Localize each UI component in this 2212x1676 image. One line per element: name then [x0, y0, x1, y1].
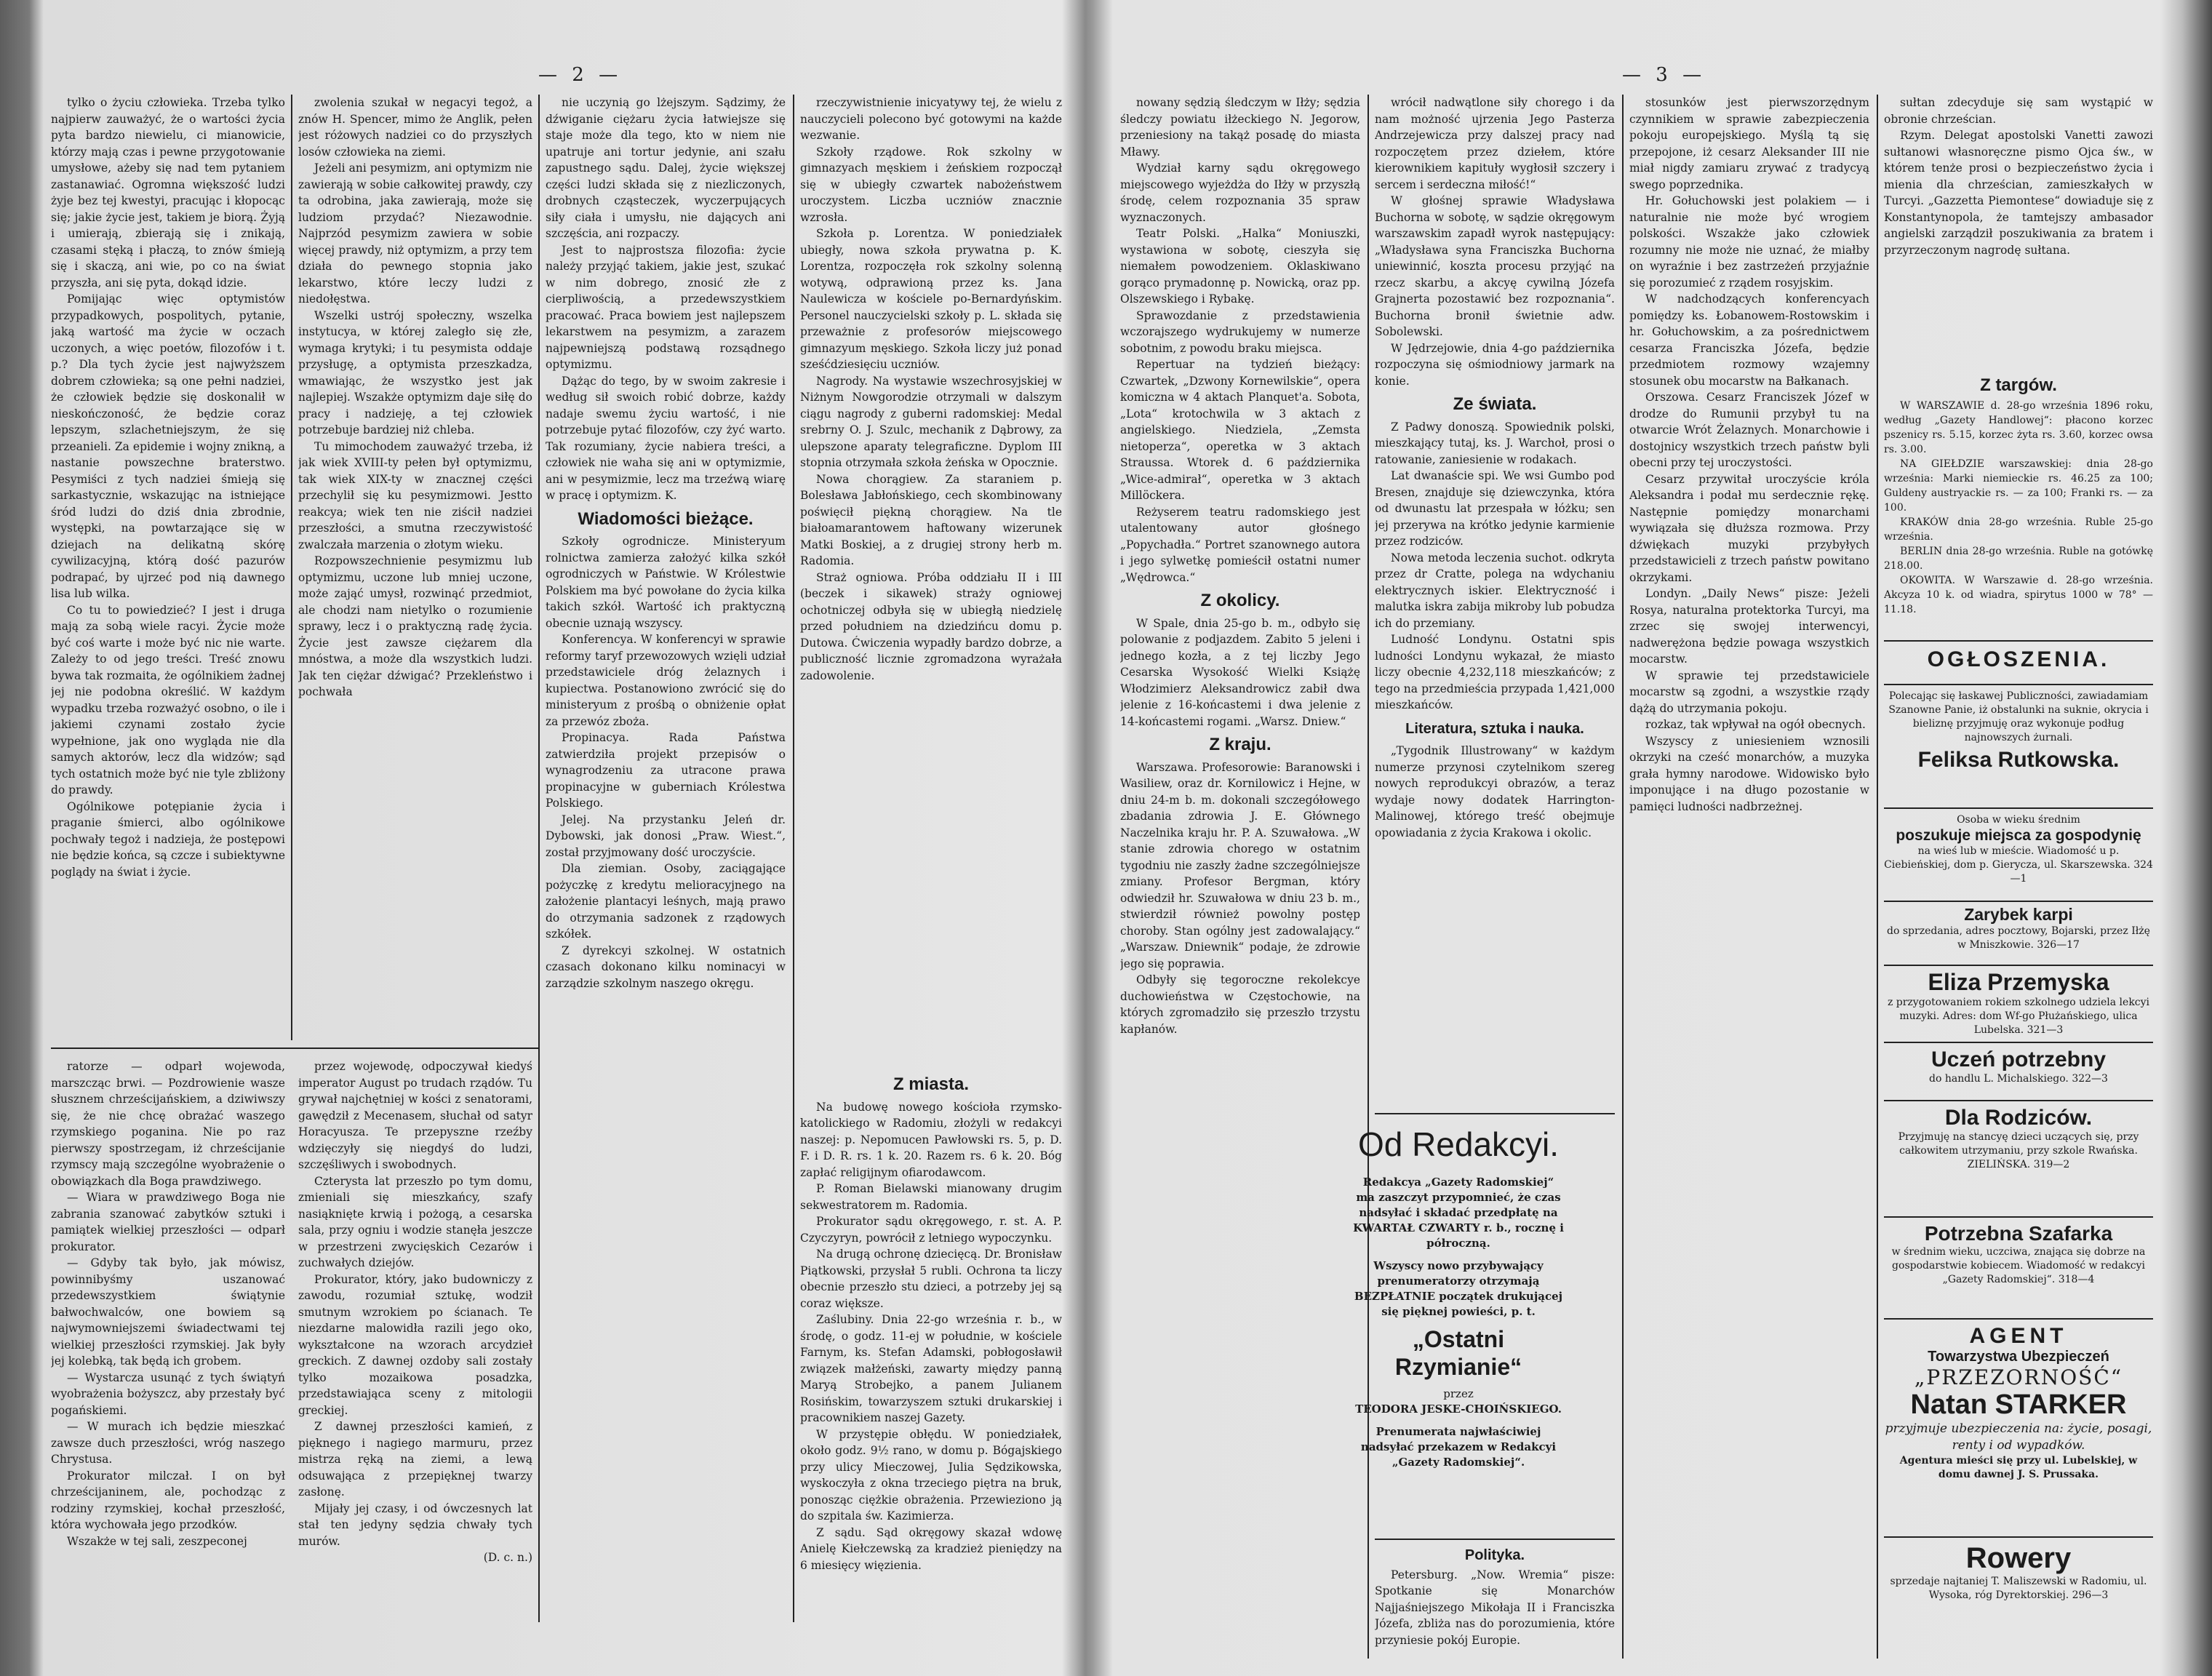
ads-rule — [1884, 684, 2153, 685]
ad-housekeeper — [1884, 813, 2153, 899]
paragraph: Ogólnikowe potępianie życia i praganie śmierci, albo ogólnikowe pochwały tegoż i nadzieja, że postępowi nie będzie końca, są czcze i subiektywne poglądy na świat i życie. — [51, 799, 285, 879]
news-item: Jelej. Na przystanku Jeleń dr. Dybowski, jak donosi „Praw. Wiest.“, został przyjmowany dość uroczyście. — [546, 813, 786, 859]
section-heading-region: Z okolicy. — [1200, 591, 1280, 610]
page-right — [1113, 0, 2160, 1676]
paragraph: Prokurator, który, jako budowniczy z zawodu, rozumiał sztukę, wodził smutnym wzrokiem po ścianach. Te niezdarne malowidła razili jego oko, wykształcone na wzorach arcydzieł greckich. Z dawnej ozdoby sali zostały tylko mozaikowa posadzka, przedstawiająca sceny z mitologii greckiej. — [298, 1272, 532, 1417]
notice-text: Prenumerata najwłaściwiej nadsyłać przekazem w Redakcyi „Gazety Radomskiej“. — [1360, 1425, 1557, 1469]
notice-by: przez — [1443, 1387, 1474, 1400]
news-item: Na budowę nowego kościoła rzymsko-katolickiego w Radomiu, złożyli w redakcyi naszej: p. Nepomucen Pawłowski rs. 5, p. D. F. i D. R. rs. 1 k. 20. Razem rs. 6 k. 20. Bóg zapłać religijnym ofiarodawcom. — [800, 1100, 1062, 1179]
market-item: OKOWITA. W Warszawie d. 28-go września. Akcyza 10 k. od wiadra, spirytus 1000 w 78° — 11.18. — [1884, 575, 2153, 615]
paragraph: Dążąc do tego, by w swoim zakresie i według sił swoich robić dobrze, każdy nadaje swemu życiu wartość, i nie potrzebuje pytać filozofów, czy żyć warto. Tak rozumiany, życie nabiera treści, a człowiek nie waha się ani w optymizmie, ani w pesymizmie, lecz ma trzeźwą wiarę w pracę i optymizm. K. — [546, 374, 786, 502]
paragraph: Londyn. „Daily News“ pisze: Jeżeli Rosya, naturalna protektorka Turcyi, ma zrzec się swojej interwencyi, nadwerężona będzie powaga wszystkich mocarstw. — [1629, 587, 1869, 666]
editorial-notice — [1353, 1124, 1564, 1531]
ad-name: Eliza Przemyska — [1928, 969, 2109, 995]
article-column-3 — [546, 95, 786, 1113]
news-item: W Spale, dnia 25-go b. m., odbyło się polowanie z podjazdem. Zabito 5 jeleni i jednego kozła, a z tej liczby Jego Cesarska Wysokość Wielki Książę Włodzimierz Aleksandrowicz zabił dwa jelenie z 16-końcastemi i dwa jelenie z 14-końcastemi rogami. „Warsz. Dniew.“ — [1120, 616, 1360, 728]
news-item: Z sądu. Sąd okręgowy skazał wdowę Anielę Kiełczewską za kradzież pieniędzy na 6 miesięcy więzienia. — [800, 1525, 1062, 1572]
paragraph: nowany sędzią śledczym w Iłży; sędzia śledczy powiatu iłżeckiego N. Jegorow, przeniesiony na takąż posadę do miasta Mławy. — [1120, 96, 1360, 159]
paragraph: Rzym. Delegat apostolski Vanetti zawozi sułtanowi własnoręczne pismo Ojca św., w którem tenże prosi o bezpieczeństwo życia i mienia dla chrześcian, zamieszkałych w Turcyi. „Gazzetta Piemontese“ dowiaduje się z Konstantynopola, że tamtejszy ambasador angielski zarządził poszukiwania za bratem i przyrzeczonym nagrodę sułtana. — [1884, 129, 2153, 257]
ad-rule — [1884, 1318, 2153, 1320]
ad-headline: Rowery — [1965, 1542, 2072, 1574]
ad-rule — [1884, 965, 2153, 966]
ad-headline: Dla Rodziców. — [1944, 1106, 2093, 1130]
novel-title: „Ostatni Rzymianie“ — [1394, 1326, 1522, 1380]
ads-header — [1884, 647, 2153, 681]
city-news-column — [800, 1069, 1062, 1666]
feuilleton-rule — [51, 1048, 538, 1049]
ad-carp — [1884, 905, 2153, 963]
paragraph: W sprawie tej przedstawiciele mocarstw są zgodni, a wszystkie rządy dążą do utrzymania pokoju. — [1629, 669, 1869, 715]
notice-text: Redakcya „Gazety Radomskiej“ ma zaszczyt przypomnieć, że czas nadsyłać i składać przedpłatę na KWARTAŁ CZWARTY r. b., rocznę i półroczną. — [1353, 1176, 1564, 1250]
news-item: Propinacya. Rada Państwa zatwierdziła projekt przepisów o wynagrodzeniu za utracone prawa propinacyjne w guberniach Królestwa Polskiego. — [546, 731, 786, 810]
ad-rule — [1884, 807, 2153, 809]
paragraph: zwolenia szukał w negacyi tegoż, a znów H. Spencer, mimo że Anglik, pełen jest różowych nadziei co do przyszłych losów człowieka na ziemi. — [298, 96, 532, 159]
ad-text: do sprzedania, adres pocztowy, Bojarski, przez Iłżę w Mniszkowie. 326—17 — [1887, 925, 2150, 951]
paragraph: Rozpowszechnienie pesymizmu lub optymizmu, uczone lub mniej uczone, może zająć umysł, rozwinąć przedmiot, ale chodzi nam nietylko o rozumienie sprawy, lecz i o praktyczną radę życia. Życie jest zawsze ciężarem dla mnóstwa, a może dla wszystkich ludzi. Jak ten ciężar dźwigać? Przekleństwo i pochwała — [298, 554, 532, 698]
article-column-4 — [800, 95, 1062, 1069]
paragraph: Tu mimochodem zauważyć trzeba, iż jak wiek XVIII-ty pełen był optymizmu, tak wiek XIX-ty w znacznej części przechylił się ku pesymizmowi. Jestto reakcya; wiek ten nie ziścił nadziei przeszłości, a smutna rzeczywistość zwalczała marzenia o złotym wieku. — [298, 439, 532, 551]
paragraph: przez wojewodę, odpoczywał kiedyś imperator August po trudach rządów. Tu grywał najchętniej w kości z senatorami, gawędził z Mecenasem, słuchał od satyr Horacyusza. Te przepyszne rzeźby wdzięczyły się niegdyś do ludzi, szczęśliwych i swobodnych. — [298, 1060, 532, 1171]
ad-text: sprzedaje najtaniej T. Maliszewski w Radomiu, ul. Wysoka, róg Dyrektorskiej. 296—3 — [1890, 1576, 2147, 1601]
section-heading-politics: Polityka. — [1464, 1547, 1525, 1563]
paragraph: Z dawnej przeszłości kamień, z pięknego i nagiego marmuru, przez mistrza ręką na ziemi, a lewą odsuwająca z przepięknej twarzy zasłonę. — [298, 1420, 532, 1499]
ad-text: do handlu L. Michalskiego. 322—3 — [1929, 1073, 2108, 1085]
ad-parents — [1884, 1106, 2153, 1215]
ad-agent-label: AGENT — [1969, 1324, 2068, 1348]
article-column-6 — [1375, 95, 1615, 1106]
paragraph: Jeżeli ani pesymizm, ani optymizm nie zawierają w sobie całkowitej prawdy, czy ta odrobina, jaka zawierają, może się ludziom przydać? Niezawodnie. Najprzód pesymizm zawiera w sobie więcej prawdy, niż optymizm, a przy tem działa do pewnego stopnia jako lekarstwo, które leczy ludzi z niedołęstwa. — [298, 161, 532, 306]
ad-text: z przygotowaniem rokiem szkolnego udziela lekcyi muzyki. Adres: dom Wf-go Płużańskiego, ulica Lubelska. 321—3 — [1887, 997, 2150, 1036]
ad-insurance-agent — [1884, 1324, 2153, 1535]
news-item: Z Padwy donoszą. Spowiednik polski, mieszkający tutaj, ks. J. Warchoł, prosi o ratowanie, zaniesienie w rodakach. — [1375, 420, 1615, 466]
ad-text: na wieś lub w mieście. Wiadomość u p. Ciebieńskiej, dom p. Gierycza, ul. Skarszewska. 324—1 — [1884, 845, 2153, 885]
ad-przemyska — [1884, 969, 2153, 1040]
paragraph: Szkoła p. Lorentza. W poniedziałek ubiegły, nowa szkoła prywatna p. K. Lorentza, rozpoczęła rok szkolny solenną wotywą, odprawioną przez ks. Jana Naulewicza w kościele po-Bernardyńskim. Personel nauczycielski szkoły p. L. składa się przeważnie z profesorów miejscowego gimnazyum męskiego. Szkoła liczy już ponad sześćdziesięciu uczniów. — [800, 227, 1062, 371]
article-column-7 — [1629, 95, 1869, 1659]
news-item: Nowa metoda leczenia suchot. odkryta przez dr Cratte, polega na wdychaniu elektrycznych iskier. Elektryczność i malutka iskra zabija mikroby lub pobudza ich do przemiany. — [1375, 551, 1615, 630]
paragraph: Mijały jej czasy, i od ówczesnych lat stał ten jedyny sędzia chwały tych murów. — [298, 1501, 532, 1548]
notice-text: Wszyscy nowo przybywający prenumeratorzy otrzymają BEZPŁATNIE początek drukującej się pięknej powieści, p. t. — [1354, 1259, 1563, 1318]
ad-stewardess — [1884, 1222, 2153, 1317]
paragraph: Nagrody. Na wystawie wszechrosyjskiej w Niżnym Nowgorodzie otrzymali w dalszym ciągu nagrody z guberni radomskiej: Medal srebrny O. J. Szulc, mechanik z Dąbrowy, za ulepszone aparaty telegraficzne. Dyplom III stopnia otrzymała szkoła żeńska w Opocznie. — [800, 374, 1062, 469]
ad-company: „PRZEZORNOŚĆ“ — [1914, 1365, 2123, 1389]
section-heading-markets: Z targów. — [1980, 375, 2057, 395]
news-item: Dla ziemian. Osoby, zaciągające pożyczkę z kredytu melioracyjnego na założenie plantacyi leśnych, mają prawo do otrzymania sadzonek z rządowych szkółek. — [546, 862, 786, 941]
article-column-2 — [298, 95, 532, 931]
paragraph: W nadchodzących konferencyach pomiędzy ks. Łobanowem-Rostowskim i hr. Gołuchowskim, a za pośrednictwem cesarza Franciszka Józefa, będzie przedmiotem rozmowy wzajemny stosunek obu mocarstw na Bałkanach. — [1629, 292, 1869, 388]
ad-line: Towarzystwa Ubezpieczeń — [1928, 1349, 2109, 1365]
ad-text: w średnim wieku, uczciwa, znająca się dobrze na gospodarstwie kobiecem. Wiadomość w redakcyi „Gazety Radomskiej“. 318—4 — [1891, 1246, 2146, 1285]
ad-headline: Potrzebna Szafarka — [1924, 1222, 2113, 1245]
ad-text: Polecając się łaskawej Publiczności, zawiadamiam Szanowne Panie, iż obstalunki na suknie, okrycia i bieliznę przyjmuję oraz wykonuje podług najnowszych żurnali. — [1888, 690, 2149, 743]
market-item: BERLIN dnia 28-go września. Ruble na gotówkę 218.00. — [1884, 546, 2153, 572]
section-heading-city: Z miasta. — [893, 1074, 970, 1094]
paragraph: Reżyserem teatru radomskiego jest utalentowany autor głośnego „Popychadła.“ Portret szanownego autora i jego sylwetkę pomieścił ostatni numer „Wędrowca.“ — [1120, 505, 1360, 584]
feuilleton-column-1 — [51, 1058, 285, 1662]
ad-rule — [1884, 1536, 2153, 1538]
ads-rule — [1884, 640, 2153, 642]
paragraph: Co tu to powiedzieć? I jest i druga mają za sobą wiele racyi. Życie może być coś warte i może być nic nie warte. Zależy to od jego treści. Treść znowu bywa tak rozmaita, że ogólnikiem żadnej jej nie podobna określić. W każdym wypadku trzeba rozważyć osobno, o ile i jakiemi czynami zostało życie wypełnione, jak ono wygląda nie dla samych aktorów, lecz dla widzów; sąd tych ostatnich może być nie tyle zbliżony do prawdy. — [51, 603, 285, 797]
paragraph: Wszakże w tej sali, zeszpeconej — [67, 1534, 247, 1548]
paragraph: sułtan zdecyduje się sam wystąpić w obronie chrześcian. — [1884, 96, 2153, 126]
ads-title: OGŁOSZENIA. — [1927, 647, 2110, 671]
paragraph: Hr. Gołuchowski jest polakiem — i naturalnie nie może być wrogiem polskości. Wszakże jako człowiek rozumny nie może nie uznać, że miałby on wyraźnie i bez zastrzeżeń przyjaźnie się porozumieć z rządem rosyjskim. — [1629, 194, 1869, 290]
paragraph: Repertuar na tydzień bieżący: Czwartek, „Dzwony Kornewilskie“, opera komiczna w 4 aktach Planquet'a. Sobota, „Lota“ krotochwila w 3 aktach z angielskiego. Niedziela, „Zemsta nietoperza“, operetka w 3 aktach Straussa. Wtorek d. 6 października „Wice-admirał“, operetka w 3 aktach Millöckera. — [1120, 358, 1360, 502]
article-column-1 — [51, 95, 285, 931]
news-item: Warszawa. Profesorowie: Baranowski i Wasiliew, oraz dr. Kornilowicz i Hejne, w dniu 24-m b. m. dokonali szczegółowego zbadania zdrowia J. E. Głównego Naczelnika kraju hr. P. A. Szuwałowa. „W stanie zdrowia chorego w ostatnim tygodniu nie zaszły żadne szczególniejsze zmiany. Profesor Bergman, który odwiedził hr. Szuwałowa w dniu 23 b. m., stwierdził również powolny postęp choroby. Stan ogólny jest zadowalający.“ „Warszaw. Dniewnik“ podaje, że zdrowie jego się poprawia. — [1120, 760, 1360, 970]
paragraph: stosunków jest pierwszorzędnym czynnikiem w sprawie zabezpieczenia pokoju europejskiego. Myślą tą się przepojone, iż cesarz Aleksander III nie miał nigdy zamiaru zrywać z tradycyą swego poprzednika. — [1629, 96, 1869, 191]
ad-text: Przyjmuję na stancyę dzieci uczących się, przy całkowitem utrzymaniu, przy szkole Rwańska. ZIELIŃSKA. 319—2 — [1898, 1131, 2139, 1170]
paragraph: Jest to najprostsza filozofia: życie należy przyjąć takiem, jakie jest, szukać w nim dobrego, znosić złe z cierpliwością, a przedewszystkiem pracować. Praca bowiem jest najlepszem lekarstwem na pesymizm, a zarazem najpewniejszą podstawą rozsądnego optymizmu. — [546, 243, 786, 371]
section-heading-culture: Literatura, sztuka i nauka. — [1405, 720, 1584, 737]
notice-title: Od Redakcyi. — [1357, 1125, 1560, 1163]
news-item: Petersburg. „Now. Wremia“ pisze: Spotkanie się Monarchów Najjaśniejszego Mikołaja II i Franciszka Józefa, zbliża nas do porozumienia, które przyniesie pokój Europie. — [1375, 1568, 1615, 1647]
news-item: Odbyły się tegoroczne rekolekcye duchowieństwa w Częstochowie, na których zgromadziło się przeszło trzystu kapłanów. — [1120, 973, 1360, 1036]
paragraph: Prokurator milczał. I on był chrześcijaninem, ale, pochodząc z rodziny rzymskiej, kochał przeszłość, która wychowała jego przodków. — [51, 1469, 285, 1531]
box-rule-bottom — [1375, 1539, 1615, 1540]
ad-rule — [1884, 1042, 2153, 1043]
paragraph: Orszowa. Cesarz Franciszek Józef w drodze do Rumunii przybył tu na otwarcie Wrót Żelaznych. Monarchowie i dostojnicy wszystkich trzech państw byli obecni przy tej uroczystości. — [1629, 391, 1869, 469]
section-heading-world: Ze świata. — [1453, 394, 1537, 414]
paragraph: Nowa chorągiew. Za staraniem p. Bolesława Jabłońskiego, cech skombinowany poświęcił piękną chorągiew. Na tle białoamarantowem haftowany wizerunek Matki Boskiej, a z drugiej strony herb m. Radomia. — [800, 472, 1062, 567]
column-rule — [538, 95, 540, 1622]
ad-text: Osoba w wieku średnim — [1957, 814, 2080, 826]
news-item: Lat dwanaście spi. We wsi Gumbo pod Bresen, znajduje się dziewczynka, która od dwunastu lat przespała w łóżku; sen jej przerywa na krótko jedynie karmienie przez rodziców. — [1375, 469, 1615, 548]
ad-rule — [1884, 1100, 2153, 1101]
paragraph: tylko o życiu człowieka. Trzeba tylko najpierw zauważyć, że o wartości życia pyta bardzo niewielu, ci mianowicie, którzy mają czas i pewne przygotowanie umysłowe, ażeby się nad tem pytaniem zastanawiać. Ogromna większość ludzi żyje bez tej kwestyi, pracując i kłopocąc się; jakie życie jest, takiem je biorą. Żyją i umierają, zbierają się i znikają, czasami stęką i płaczą, to znów śmieją się i skaczą, ani wie, po co na świat przyszła, ani się pyta, dokąd idzie. — [51, 96, 285, 290]
market-item: NA GIEŁDZIE warszawskiej: dnia 28-go września: Marki niemieckie rs. 46.25 za 100; Guldeny austryackie rs. — za 100; Franki rs. — za 100. — [1884, 458, 2153, 514]
news-item: Z dyrekcyi szkolnej. W ostatnich czasach dokonano kilku nominacyi w zarządzie szkolnym naszego okręgu. — [546, 943, 786, 990]
news-item: Prokurator sądu okręgowego, r. st. A. P. Czyczyryn, powrócił z letniego wypoczynku. — [800, 1215, 1062, 1245]
paragraph: W głośnej sprawie Władysława Buchorna w sobotę, w sądzie okręgowym warszawskim zapadł wyrok następujący: „Władysława syna Franciszka Buchorna uniewinnić, koszta procesu przyjąć na rzecz skarbu, a akcyę cywilną Józefa Grajnerta pozostawić bez rozpoznania“. Buchorna bronił świetnie adw. Sobolewski. — [1375, 194, 1615, 338]
page-left — [44, 0, 1069, 1676]
politics-news-column — [1375, 1546, 1615, 1662]
news-item: „Tygodnik Illustrowany“ w każdym numerze przynosi czytelnikom szereg nowych reprodukcyi obrazów, a teraz wydaje nowy dodatek Harrington-Malinowej, którego treść obejmuje opowiadania z życia Krakowa i okolic. — [1375, 744, 1615, 839]
paragraph: Wszyscy z uniesieniem wznosili okrzyki na cześć monarchów, a muzyka grała hymny narodowe. Widowisko było imponujące i na długo pozostanie w pamięci ludności nadbrzeżnej. — [1629, 734, 1869, 813]
section-heading-country: Z kraju. — [1209, 735, 1271, 754]
ad-rutkowska — [1884, 690, 2153, 806]
page-number: — 2 — — [538, 64, 623, 86]
ad-headline: Uczeń potrzebny — [1930, 1048, 2107, 1072]
paragraph: Teatr Polski. „Halka“ Moniuszki, wystawiona w sobotę, cieszyła się niemałem powodzeniem. Oklaskiwano gorąco prymadonnę p. Nowicką, oraz pp. Olszewskiego i Rybakę. — [1120, 227, 1360, 306]
paragraph: ratorze — odparł wojewoda, marszcząc brwi. — Pozdrowienie wasze słusznem chrześcijańskiem, a dziwiwszy się, że nie chcę obrażać waszego rzymskiego poganina. Nie po raz pierwszy spostrzegam, iż chrześcijanie rzymscy mają szczególne wyobrażenie o obowiązkach dla Boga prawdziwego. — [51, 1060, 285, 1188]
novel-author: TEODORA JESKE-CHOIŃSKIEGO. — [1355, 1402, 1562, 1416]
ad-rule — [1884, 901, 2153, 902]
paragraph: — Wystarcza usunąć z tych świątyń wyobrażenia bożyszcz, aby przestały być pogańskiemi. — [51, 1370, 285, 1417]
paragraph: — Wiara w prawdziwego Boga nie zabrania szanować zabytków sztuki i pamiątek wielkiej przeszłości — odparł prokurator. — [51, 1191, 285, 1253]
paragraph: rzeczywistnienie inicyatywy tej, że wielu z nauczycieli polecono być gotowymi na każde wezwanie. — [800, 96, 1062, 142]
ad-text: Agentura mieści się przy ul. Lubelskiej, w domu dawnej J. S. Prussaka. — [1899, 1455, 2138, 1480]
news-item: Ludność Londynu. Ostatni spis ludności Londynu wykazał, że miasto liczy obecnie 4,232,118 mieszkańców; z tego na przedmieścia przypada 1,421,000 mieszkańców. — [1375, 633, 1615, 711]
section-heading-news: Wiadomości bieżące. — [578, 508, 754, 529]
paragraph: Straż ogniowa. Próba oddziału II i III (beczek i sikawek) straży ogniowej ochotniczej odbyła się w ubiegłą niedzielę przed południem na dziedzińcu domu p. Dutowa. Ćwiczenia wypadły bardzo dobrze, a publiczność licznie zgromadzona wyrażała zadowolenie. — [800, 570, 1062, 682]
continued-note: (D. c. n.) — [483, 1551, 532, 1564]
paragraph: Wszelki ustrój społeczny, wszelka instytucya, w której zaległo się złe, wymaga krytyki; i tu pesymista oddaje przysługę, a optymista przeszkadza, wmawiając, że wszystko jest jak najlepiej. Wszakże optymizm daje siłę do pracy i nadzieję, a tej człowiek potrzebuje bardziej niż chleba. — [298, 308, 532, 436]
column-rule — [1622, 95, 1624, 1659]
box-rule-top — [1375, 1113, 1615, 1114]
ad-person: Natan STARKER — [1910, 1389, 2127, 1420]
feuilleton-column-2 — [298, 1058, 532, 1662]
column-rule — [793, 95, 794, 1622]
paragraph: Cesarz przywitał uroczyście króla Aleksandra i podał mu serdecznie rękę. Następnie pomiędzy monarchami wywiązała się dłuższa rozmowa. Przy dźwiękach muzyki przybyłych przedstawicieli z trzech państw powitano okrzykami. — [1629, 472, 1869, 584]
news-item: Szkoły ogrodnicze. Ministeryum rolnictwa zamierza założyć kilka szkół ogrodniczych w Państwie. W Królestwie Polskiem ma być powołane do życia kilka takich szkół. Wartość ich praktyczną obecnie uznają wszyscy. — [546, 535, 786, 630]
paragraph: nie uczynią go lżejszym. Sądzimy, że dźwiganie ciężaru życia łatwiejsze się staje może dla tego, kto w niem nie upatruje ani tortur jedynie, ani szału zapustnego sądu. Dalej, życie większej części ludzi składa się z niezliczonych, drobnych cząsteczek, wyczerpujących siły ciała i umysłu, nie dających ani szczęścia, ani rozpaczy. — [546, 96, 786, 240]
news-item: W przystępie obłędu. W poniedziałek, około godz. 9½ rano, w domu p. Bógajskiego przy ulicy Mieczowej, Julia Sędzikowska, wyskoczyła z okna trzeciego piętra na bruk, ponosząc ciężkie obrażenia. Przewieziono ją do szpitala św. Kazimierza. — [800, 1427, 1062, 1523]
ad-name: Feliksa Rutkowska. — [1917, 748, 2120, 772]
paragraph: Pomijając więc optymistów przypadkowych, pospolitych, pytanie, jaką wartość ma życie w oczach uczonych, a więc poetów, filozofów i t. p.? Dla tych życie jest najwyższem dobrem człowieka; są one pełni nadziei, że człowiek będzie się doskonalił w nieskończoność, że będzie coraz lepszym, szlachetniejszym, że się przeanieli. Za epidemie i wojny znikną, a nastanie powszechne braterstwo. Pesymiści z tych nadziei śmieją się sarkastycznie, wskazując na istniejące śród ludzi do dziś dnia zbrodnie, występki, na powtarzające się w dziejach na delikatną skórę cywilizacyjną, którą dość pazurów podrapać, by ujrzeć pod nią dawnego lisa lub wilka. — [51, 292, 285, 600]
paragraph: — Gdyby tak było, jak mówisz, powinnibyśmy uszanować przedewszystkiem świątynie bałwochwalców, one bowiem są najwymowniejszemi świadectwami tej wielkiej przeszłości rzymskiej. Jak były jej kolebką, tak będą ich grobem. — [51, 1256, 285, 1368]
page-number: — 3 — — [1622, 64, 1706, 86]
ad-headline: Zarybek karpi — [1964, 905, 2073, 924]
paragraph: Sprawozdanie z przedstawienia wczorajszego wydrukujemy w numerze sobotnim, z powodu braku miejsca. — [1120, 308, 1360, 355]
paragraph: Szkoły rządowe. Rok szkolny w gimnazyach męskiem i żeńskiem rozpoczął się w ubiegły czwartek nabożeństwem uroczystem. Liczba uczniów znacznie wzrosła. — [800, 145, 1062, 224]
ad-bicycles — [1884, 1542, 2153, 1629]
paragraph: Wydział karny sądu okręgowego miejscowego wyjeżdża do Iłży w przyszłą środę, celem rozpoznania 35 spraw wyznaczonych. — [1120, 161, 1360, 224]
article-column-5 — [1120, 95, 1360, 1659]
market-item: KRAKÓW dnia 28-go września. Ruble 25-go września. — [1884, 516, 2153, 543]
ad-headline: poszukuje miejsca za gospodynię — [1896, 827, 2141, 844]
paragraph: — W murach ich będzie mieszkać zawsze duch przeszłości, wróg naszego Chrystusa. — [51, 1420, 285, 1466]
news-item: Konferencya. W konferencyi w sprawie reformy taryf przewozowych wzięli udział przedstawiciele dróg żelaznych i kupiectwa. Postanowiono zwrócić się do ministeryum z prośbą o obniżenie opłat za przewóz zboża. — [546, 633, 786, 728]
news-item: Na drugą ochronę dziecięcą. Dr. Bronisław Piątkowski, przysłał 5 rubli. Ochrona ta liczy obecnie przeszło stu dzieci, a potrzeby jej są coraz większe. — [800, 1248, 1062, 1310]
ad-apprentice — [1884, 1048, 2153, 1098]
paragraph: Czterysta lat przeszło po tym domu, zmieniali się mieszkańcy, szafy nasiąknięte krwią i pożogą, a cesarska sala, przy ogniu i wodzie stanęła jeszcze w przestrzeni zwycięskich Cezarów i zuchwałych dziejów. — [298, 1174, 532, 1269]
ad-text: przyjmuje ubezpieczenia na: życie, posagi, renty i od wypadków. — [1885, 1421, 2152, 1453]
ad-rule — [1884, 1216, 2153, 1218]
paragraph: wrócił nadwątlone siły chorego i da nam możność ujrzenia Jego Pasterza Andrzejewicza przy dalszej pracy nad rozpoczętem przez dziełem, które kierownikiem kapituły wygłosił szczery i sercem i serdeczna miłość!“ — [1375, 96, 1615, 191]
market-column — [1884, 371, 2153, 633]
paragraph: W Jędrzejowie, dnia 4-go października rozpoczyna się ośmiodniowy jarmark na konie. — [1375, 341, 1615, 388]
column-rule — [291, 95, 292, 1040]
market-item: W WARSZAWIE d. 28-go września 1896 roku, według „Gazety Handlowej“: płacono korzec pszenicy rs. 5.15, korzec żyta rs. 3.60, korzec owsa rs. 3.00. — [1884, 400, 2153, 455]
news-item: Zaślubiny. Dnia 22-go września r. b., w środę, o godz. 11-ej w południe, w kościele Farnym, ks. Stefan Adamski, pobłogosławił związek małżeński, zawarty między panną Maryą Strobejko, a panem Julianem Rosińskim, towarzyszem sztuki drukarskiej i pracownikiem naszej Gazety. — [800, 1313, 1062, 1424]
article-column-8 — [1884, 95, 2153, 364]
news-item: P. Roman Bielawski mianowany drugim sekwestratorem m. Radomia. — [800, 1182, 1062, 1212]
paragraph: rozkaz, tak wpływał na ogół obecnych. — [1645, 718, 1866, 731]
column-rule — [1877, 95, 1878, 1659]
